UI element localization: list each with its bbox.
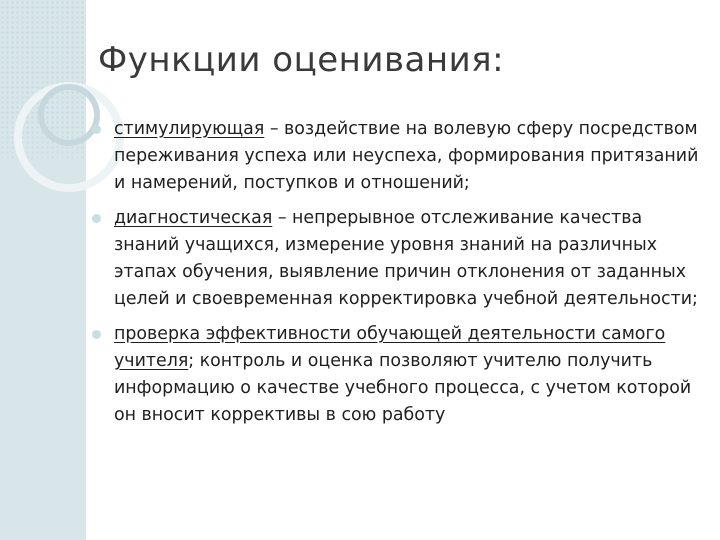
bullet-icon: [92, 330, 101, 339]
item-term: стимулирующая: [114, 119, 265, 139]
item-text: – воздействие на волевую сферу посредством переживания успеха или неуспеха, формирования притязаний и намерений, поступков и отношений;: [114, 119, 699, 193]
bullet-list: [100, 116, 712, 437]
bullet-icon: [92, 214, 101, 223]
item-text: – непрерывное отслеживание качества знаний учащихся, измерение уровня знаний на различных этапах обучения, выявление причин отклонения от заданных целей и своевременная корректировка учебной деятельности;: [114, 208, 698, 309]
item-term: диагностическая: [114, 208, 273, 228]
decorative-ring-small: [38, 84, 100, 146]
bullet-icon: [92, 125, 101, 134]
list-item: [100, 205, 712, 313]
list-item: [100, 321, 712, 429]
item-text: ; контроль и оценка позволяют учителю получить информацию о качестве учебного процесса, с учетом которой он вносит коррективы в сою работу: [114, 351, 692, 425]
item-term: проверка эффективности обучающей деятельности самого учителя: [114, 324, 666, 371]
slide-title: Функции оценивания:: [98, 40, 505, 80]
decorative-sidebar: [0, 0, 86, 540]
list-item: [100, 116, 712, 197]
